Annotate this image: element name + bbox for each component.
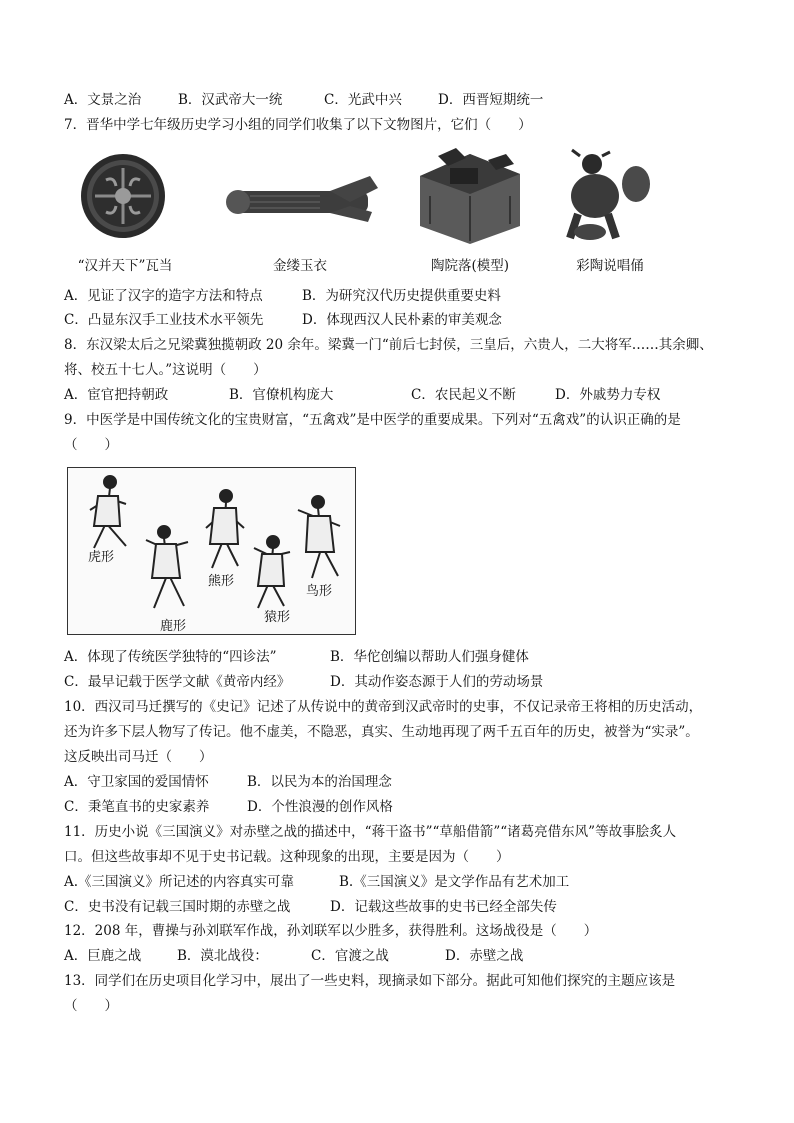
q8-option-b: B．官僚机构庞大 — [229, 387, 334, 403]
q6-option-d: D．西晋短期统一 — [438, 92, 544, 108]
q12-options — [64, 947, 523, 965]
q9-option-a: A．体现了传统医学独特的“四诊法” — [64, 649, 277, 665]
q7-stem: 7．晋华中学七年级历史学习小组的同学们收集了以下文物图片，它们（ ） — [64, 117, 532, 133]
q10-options-row1 — [64, 773, 392, 791]
tiger-form-label: 虎形 — [88, 550, 115, 565]
q10-option-b: B．以民为本的治国理念 — [247, 774, 392, 790]
q10-stem-line2: 还为许多下层人物写了传记。他不虚美，不隐恶，真实、生动地再现了两千五百年的历史，被誉为“实录”。 — [64, 724, 699, 740]
q10-options-row2 — [64, 798, 393, 816]
q7-artifact-images — [70, 146, 710, 274]
q7-option-d: D．体现西汉人民朴素的审美观念 — [302, 312, 502, 328]
bird-form-label: 鸟形 — [306, 584, 333, 599]
q7-option-b: B．为研究汉代历史提供重要史料 — [302, 288, 501, 304]
pottery-courtyard-image — [410, 146, 530, 274]
q11-options-row2 — [64, 898, 557, 916]
q8-option-d: D．外戚势力专权 — [555, 387, 661, 403]
q7-caption-3: 陶院落(模型) — [430, 258, 510, 274]
monkey-form-label: 猿形 — [264, 610, 291, 625]
q9-options-row1 — [64, 648, 529, 666]
q7-option-c: C．凸显东汉手工业技术水平领先 — [64, 312, 264, 328]
q8-option-a: A．宦官把持朝政 — [64, 387, 169, 403]
q7-caption-1: “汉并天下”瓦当 — [77, 258, 173, 274]
q7-caption-2: 金缕玉衣 — [273, 258, 327, 274]
storyteller-figurine-image — [550, 146, 670, 274]
q9-option-d: D．其动作姿态源于人们的劳动场景 — [330, 674, 544, 690]
deer-form-label: 鹿形 — [160, 619, 187, 634]
q6-option-a: A．文景之治 — [64, 92, 142, 108]
q12-stem: 12．208 年，曹操与孙刘联军作战，孙刘联军以少胜多，获得胜利。这场战役是（ ） — [64, 923, 598, 939]
q9-options-row2 — [64, 673, 543, 691]
q12-option-d: D．赤壁之战 — [445, 948, 524, 964]
q9-option-b: B．华佗创编以帮助人们强身健体 — [330, 649, 529, 665]
q9-stem-line2: （ ） — [64, 437, 118, 453]
q10-stem-line1: 10．西汉司马迁撰写的《史记》记述了从传说中的黄帝到汉武帝时的史事，不仅记录帝王将相的历史活动， — [64, 699, 703, 715]
q7-option-a: A．见证了汉字的造字方法和特点 — [64, 288, 263, 304]
q13-stem-line1: 13．同学们在历史项目化学习中，展出了一些史料，现摘录如下部分。据此可知他们探究的主题应该是 — [64, 973, 676, 989]
q12-option-a: A．巨鹿之战 — [64, 948, 142, 964]
jade-suit-image — [220, 146, 380, 274]
q13-stem-line2: （ ） — [64, 998, 118, 1014]
q6-option-c: C．光武中兴 — [324, 92, 402, 108]
q8-stem-line2: 将、校五十七人。”这说明（ ） — [64, 362, 267, 378]
q6-option-b: B．汉武帝大一统 — [178, 92, 283, 108]
bear-form-label: 熊形 — [208, 574, 235, 589]
q12-option-b: B．漠北战役： — [177, 948, 268, 964]
q11-stem-line1: 11．历史小说《三国演义》对赤壁之战的描述中，“蒋干盗书”“草船借箭”“诸葛亮借东风”等故事脍炙人 — [64, 824, 677, 840]
q8-option-c: C．农民起义不断 — [411, 387, 516, 403]
q8-stem-line1: 8．东汉梁太后之兄梁冀独揽朝政 20 余年。梁冀一门“前后七封侯，三皇后，六贵人，二大将军……其余卿、 — [64, 337, 713, 353]
q11-option-b: B.《三国演义》是文学作品有艺术加工 — [339, 874, 570, 890]
q9-option-c: C．最早记载于医学文献《黄帝内经》 — [64, 674, 291, 690]
wuqinxi-figure — [67, 467, 356, 635]
q11-options-row1 — [64, 873, 569, 891]
q11-option-c: C．史书没有记载三国时期的赤壁之战 — [64, 899, 291, 915]
q12-option-c: C．官渡之战 — [311, 948, 389, 964]
q11-stem-line2: 口。但这些故事却不见于史书记载。这种现象的出现，主要是因为（ ） — [64, 849, 510, 865]
q6-options — [64, 91, 543, 109]
q10-stem-line3: 这反映出司马迁（ ） — [64, 749, 213, 765]
q10-option-d: D．个性浪漫的创作风格 — [247, 799, 393, 815]
q7-options-row1 — [64, 287, 501, 305]
q9-stem-line1: 9．中医学是中国传统文化的宝贵财富，“五禽戏”是中医学的重要成果。下列对“五禽戏”的认识正确的是 — [64, 412, 681, 428]
wadang-image — [70, 146, 180, 274]
q10-option-a: A．守卫家国的爱国情怀 — [64, 774, 209, 790]
q7-caption-4: 彩陶说唱俑 — [576, 258, 644, 274]
q8-options — [64, 386, 660, 404]
q11-option-d: D．记载这些故事的史书已经全部失传 — [330, 899, 557, 915]
q10-option-c: C．秉笔直书的史家素养 — [64, 799, 210, 815]
q7-options-row2 — [64, 311, 502, 329]
q11-option-a: A.《三国演义》所记述的内容真实可靠 — [64, 874, 295, 890]
